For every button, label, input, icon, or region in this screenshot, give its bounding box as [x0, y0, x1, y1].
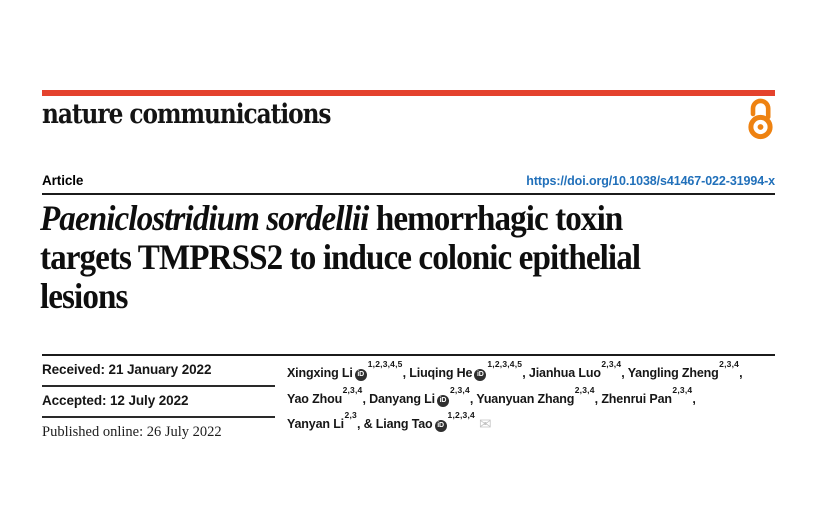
orcid-icon[interactable]: iD — [355, 369, 367, 381]
doi-link[interactable]: https://doi.org/10.1038/s41467-022-31994-x — [526, 174, 775, 188]
author-name: Yangling Zheng — [627, 366, 719, 381]
date-divider — [42, 416, 275, 418]
received-date: Received: 21 January 2022 — [42, 362, 212, 377]
article-title-line: lesions — [40, 276, 128, 316]
author-affiliations: 2,3,4 — [601, 359, 622, 369]
author-name: Xingxing Li — [287, 366, 353, 381]
email-icon[interactable]: ✉ — [478, 416, 492, 434]
published-date: Published online: 26 July 2022 — [42, 424, 222, 440]
author-affiliations: 2,3 — [344, 410, 357, 421]
author-affiliations: 2,3,4 — [342, 384, 363, 395]
article-title-line: Paeniclostridium sordellii hemorrhagic toxin — [40, 198, 623, 238]
journal-brand-bar — [42, 90, 775, 96]
author-name: Liang Tao — [375, 417, 433, 432]
author-list: Xingxing Li iD$^{1,2,3,4,5}$, Liuqing He iD$^{1,2,3,4,5}$, Jianhua Luo$^{2,3,4}$, Yangling Zheng$^{2,3,4}$, Yao Zhou$^{2,3,4}$, Danyang Li iD$^{2,3,4}$, Yuanyuan Zhang$^{2,3,4}$, Zhenrui Pan$^{2,3,4}$, Yanyan Li$^{2,3}$, & Liang Tao iD$^{1,2,3,4}$✉ — [287, 359, 743, 434]
author-affiliations: 2,3,4 — [450, 384, 470, 395]
author-name: Jianhua Luo — [528, 366, 601, 381]
orcid-icon[interactable]: iD — [474, 369, 486, 381]
journal-logo: nature communications — [42, 99, 331, 130]
author-affiliations: 1,2,3,4 — [447, 410, 475, 421]
author-affiliations: 2,3,4 — [719, 359, 740, 369]
author-name: Danyang Li — [369, 391, 435, 406]
orcid-icon[interactable]: iD — [437, 395, 449, 407]
title-authors-divider — [42, 354, 775, 356]
author-name: Yuanyuan Zhang — [476, 391, 575, 406]
accepted-date: Accepted: 12 July 2022 — [42, 393, 189, 408]
article-title — [40, 199, 776, 316]
orcid-icon[interactable]: iD — [435, 420, 447, 432]
article-title-line: targets TMPRSS2 to induce colonic epithelial — [40, 237, 641, 277]
author-name: Liuqing He — [409, 366, 473, 381]
author-affiliations: 2,3,4 — [672, 384, 693, 395]
author-affiliations: 1,2,3,4,5 — [487, 359, 523, 369]
header-divider — [42, 193, 775, 195]
author-affiliations: 1,2,3,4,5 — [367, 359, 403, 369]
article-header-row — [42, 173, 775, 188]
title-species-italic: Paeniclostridium sordellii — [40, 198, 369, 238]
article-type-label: Article — [42, 173, 84, 188]
author-name: Zhenrui Pan — [601, 391, 672, 406]
author-affiliations: 2,3,4 — [574, 384, 595, 395]
date-divider — [42, 385, 275, 387]
author-name: Yanyan Li — [287, 417, 345, 432]
author-name: Yao Zhou — [287, 391, 343, 406]
open-access-icon — [745, 96, 776, 141]
